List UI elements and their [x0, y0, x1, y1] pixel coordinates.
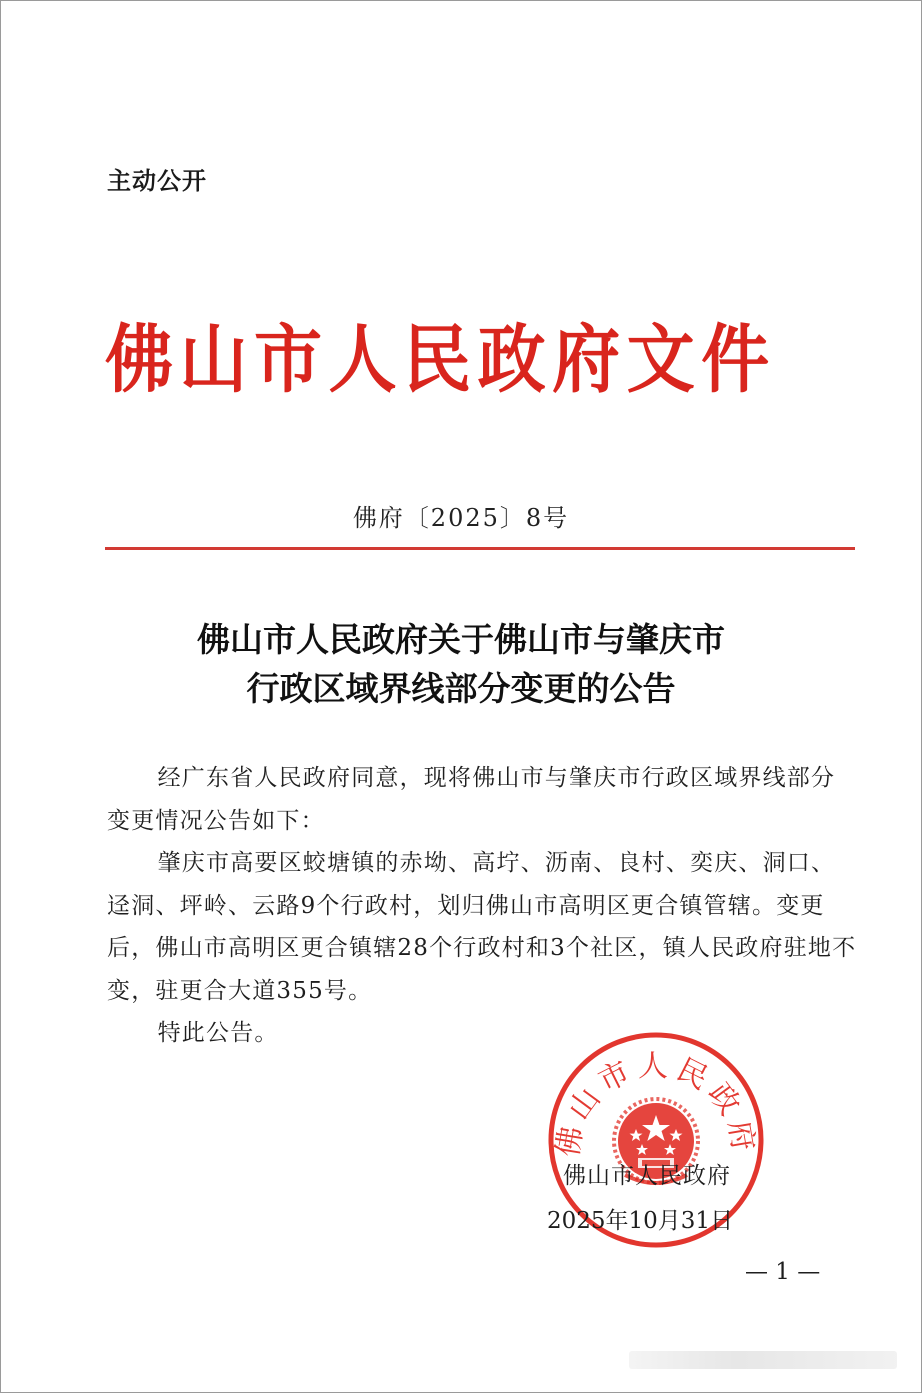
- body-paragraph-1: 经广东省人民政府同意，现将佛山市与肇庆市行政区域界线部分变更情况公告如下：: [107, 765, 836, 834]
- red-divider: [105, 547, 855, 550]
- body-paragraph-3: 特此公告。: [157, 1020, 279, 1046]
- title-line-1: 佛山市人民政府关于佛山市与肇庆市: [197, 620, 725, 659]
- document-title: [1, 615, 921, 713]
- document-number: 佛府〔2025〕8号: [352, 504, 570, 532]
- issuer-heading: 佛山市人民政府文件: [105, 317, 776, 403]
- disclosure-label: 主动公开: [107, 167, 207, 195]
- signing-date: 2025年10月31日: [547, 1208, 734, 1234]
- document-body: [107, 757, 859, 1055]
- watermark-bar: [629, 1351, 897, 1369]
- title-line-2: 行政区域界线部分变更的公告: [246, 669, 676, 708]
- signing-organization: 佛山市人民政府: [563, 1163, 731, 1189]
- page-number: — 1 —: [745, 1259, 821, 1285]
- seal-text: 佛山市人民政府: [550, 1048, 762, 1160]
- body-paragraph-2: 肇庆市高要区蛟塘镇的赤坳、高坾、沥南、良村、奕庆、洞口、迳洞、坪岭、云路9个行政村，划归佛山市高明区更合镇管辖。变更后，佛山市高明区更合镇辖28个行政村和3个社区，镇人民政府驻地不变，驻更合大道355号。: [107, 850, 857, 1004]
